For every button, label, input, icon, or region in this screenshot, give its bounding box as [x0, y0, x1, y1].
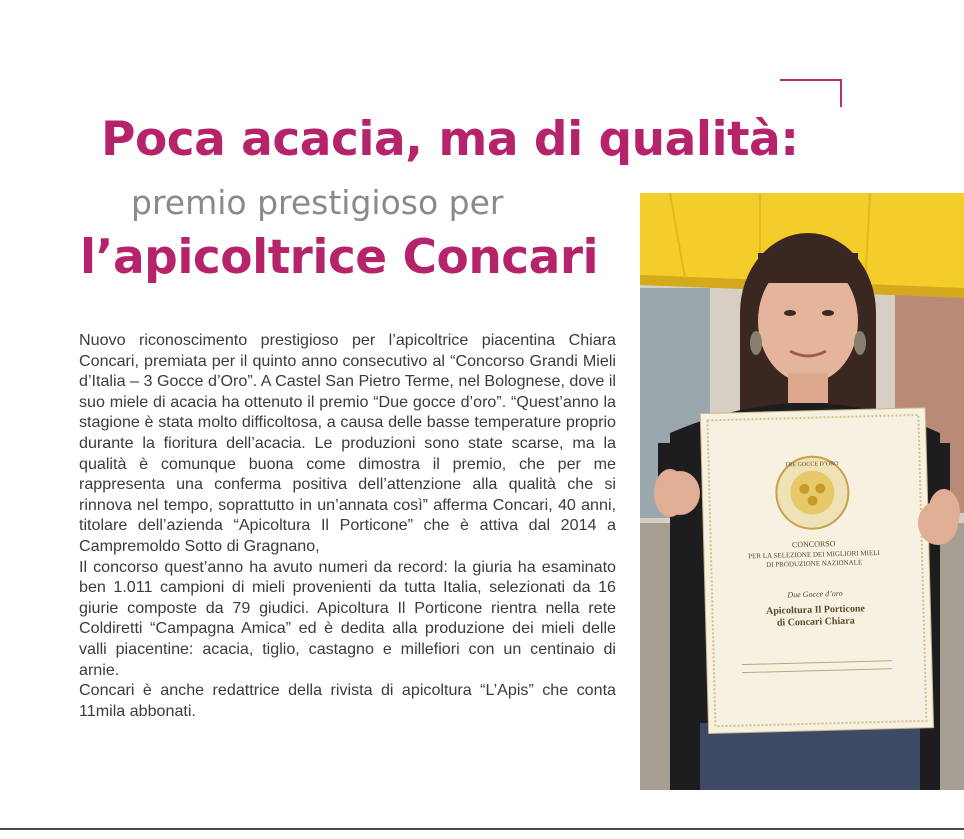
- certificate-title-3: DI PRODUZIONE NAZIONALE: [766, 558, 863, 569]
- article-paragraph-3: Concari è anche redattrice della rivista di apicoltura “L’Apis” che conta 11mila abbonati.: [79, 681, 616, 720]
- article-paragraph-2: Il concorso quest’anno ha avuto numeri da record: la giuria ha esaminato ben 1.011 campioni di mieli provenienti da tutta Italia, selezionati da 16 giurie composte da 79 giudici. Apicoltura Il Porticone rientra nella rete Coldiretti “Campagna Amica” ed è dedita alla produzione dei mieli delle valli piacentine: acacia, tiglio, castagno e millefiori con un centinaio di arnie.: [79, 557, 616, 679]
- page-footer-rule: [0, 828, 964, 830]
- article-body: [79, 330, 616, 721]
- beekeeper-photo: [640, 193, 964, 790]
- certificate-seal-text: TRE GOCCE D’ORO: [784, 461, 839, 469]
- certificate-title-1: CONCORSO: [791, 539, 836, 550]
- headline-subtitle: premio prestigioso per: [131, 183, 504, 222]
- decorative-corner-mark: [780, 79, 842, 107]
- headline-line-1: Poca acacia, ma di qualità:: [101, 112, 799, 167]
- certificate-title-2: PER LA SELEZIONE DEI MIGLIORI MIELI: [748, 548, 880, 561]
- article-paragraph-1: Nuovo riconoscimento prestigioso per l’apicoltrice piacentina Chiara Concari, premiata per il quinto anno consecutivo al “Concorso Grandi Mieli d’Italia – 3 Gocce d’Oro”. A Castel San Pietro Terme, nel Bolognese, dove il suo miele di acacia ha ottenuto il premio “Due gocce d’oro”. “Quest’anno la stagione è stata molto difficoltosa, a causa delle basse temperature proprio durante la fioritura dell’acacia. Le produzioni sono state scarse, ma la qualità è comunque buona come dimostra il premio, che per me rappresenta una conferma positiva dell’attenzione alla qualità che si rinnova nel tempo, soprattutto in un’annata così” afferma Concari, 40 anni, titolare dell’azienda “Apicoltura Il Porticone” che è attiva dal 2014 a Campremoldo Sotto di Gragnano,: [79, 331, 616, 555]
- photo-illustration: [640, 193, 964, 790]
- certificate-award: Due Gocce d’oro: [787, 588, 843, 600]
- certificate-winner-2: di Concari Chiara: [776, 615, 855, 629]
- headline-line-3: l’apicoltrice Concari: [80, 230, 599, 285]
- certificate-winner-1: Apicoltura Il Porticone: [765, 603, 866, 617]
